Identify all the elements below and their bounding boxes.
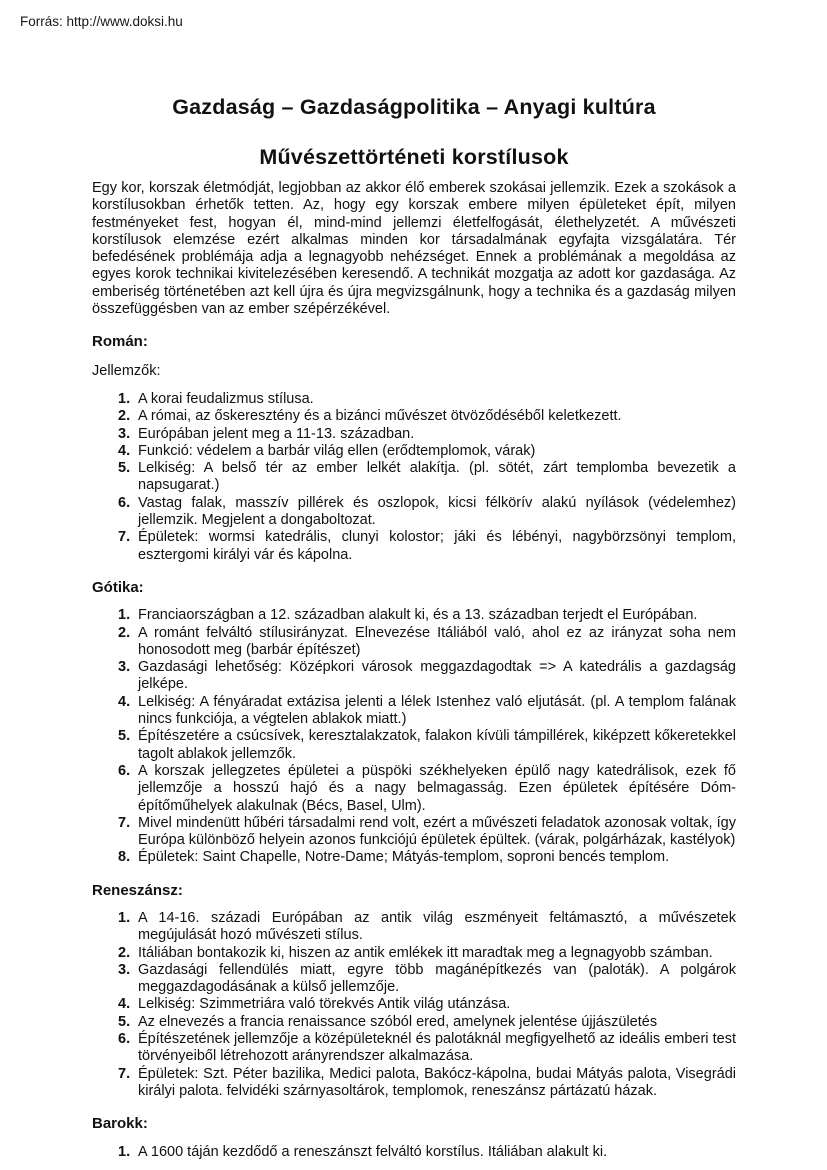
item-text: Gazdasági lehetőség: Középkori városok meggazdagodtak => A katedrális a gazdagság jelképe. — [138, 659, 736, 693]
list-item — [92, 1014, 736, 1031]
item-number: 7. — [118, 529, 131, 546]
item-text: Épületek: wormsi katedrális, clunyi kolostor; jáki és lébényi, nagybörzsönyi templom, esztergomi királyi vár és kápolna. — [138, 529, 736, 563]
section-heading-roman: Román: — [92, 333, 148, 351]
page-subtitle: Művészettörténeti korstílusok — [259, 145, 569, 169]
item-number: 3. — [118, 425, 131, 442]
item-text: A római, az őskeresztény és a bizánci művészet ötvöződéséből keletkezett. — [138, 408, 622, 425]
list-item — [92, 1144, 736, 1161]
section-subheading-jellemzok: Jellemzők: — [92, 362, 161, 379]
numbered-list-roman — [92, 391, 736, 564]
list-item — [92, 763, 736, 815]
list-item — [92, 1066, 736, 1101]
item-text: A 14-16. századi Európában az antik világ eszményeit feltámasztó, a művészetek megújulását hozó művészeti stílus. — [138, 909, 736, 944]
list-item — [92, 495, 736, 530]
list-item — [92, 962, 736, 997]
item-number: 7. — [118, 814, 131, 831]
item-number: 3. — [118, 961, 131, 978]
item-number: 2. — [118, 624, 131, 641]
numbered-list-reneszansz — [92, 910, 736, 1100]
intro-paragraph: Egy kor, korszak életmódját, legjobban az akkor élő emberek szokásai jellemzik. Ezek a szokások a korstílusokban érhetők tetten. Az, hogy egy korszak embere milyen épületeket épít, milyen festményeket fest, hogyan él, mind-mind jellemzi életfelfogását, élethelyzetét. A művészeti korstílusok elemzése ezért alkalmas minden kor társadalmának egyfajta vizsgálatára. Tér befedésének problémája adja a legnagyobb nehézséget. Ennek a problémának a megoldása az egyes korok technikai kivitelezésében keresendő. A technikát mozgatja az adott kor gazdasága. Az emberiség történetében azt kell újra és újra megvizsgálnunk, hogy a technika és a gazdaság milyen összefüggésben van az ember szépérzékével. — [92, 180, 736, 318]
item-number: 6. — [118, 1031, 131, 1048]
item-text: Lelkiség: A fényáradat extázisa jelenti a lélek Istenhez való eljutását. (pl. A templom falának nincs funkciója, a végtelen ablakok miatt.) — [138, 693, 736, 728]
item-text: Gazdasági fellendülés miatt, egyre több magánépítkezés van (paloták). A polgárok meggazdagodásának a külső jellemzője. — [138, 961, 736, 996]
item-text: Építészetének jellemzője a középületeknél és palotáknál megfigyelhető az ideális emberi test törvényeiből létrehozott arányrendszer alkalmazása. — [138, 1031, 736, 1065]
item-text: Lelkiség: A belső tér az ember lelkét alakítja. (pl. sötét, zárt templomba bevezetik a napsugarat.) — [138, 460, 736, 494]
document-content — [92, 30, 736, 1161]
item-text: A 1600 táján kezdődő a reneszánszt felváltó korstílus. Itáliában alakult ki. — [138, 1143, 608, 1160]
list-item — [92, 728, 736, 763]
item-text: Építészetére a csúcsívek, keresztalakzatok, falakon kívüli támpillérek, kiképzett kőkeretekkel tagolt ablakok jellemzők. — [138, 728, 736, 762]
item-text: Európában jelent meg a 11-13. században. — [138, 425, 415, 442]
item-number: 1. — [118, 607, 131, 624]
item-text: A korai feudalizmus stílusa. — [138, 390, 314, 407]
list-item — [92, 529, 736, 564]
list-item — [92, 460, 736, 495]
item-number: 1. — [118, 909, 131, 926]
list-item — [92, 659, 736, 694]
item-number: 7. — [118, 1065, 131, 1082]
section-heading-barokk: Barokk: — [92, 1115, 148, 1133]
item-text: Épületek: Szt. Péter bazilika, Medici palota, Bakócz-kápolna, budai Mátyás palota, Visegrádi királyi palota. felvidéki szárnyasoltárok, templomok, reneszánsz pártázatú házak. — [138, 1065, 736, 1099]
section-heading-gotika: Gótika: — [92, 578, 144, 596]
list-item — [92, 849, 736, 866]
item-text: Itáliában bontakozik ki, hiszen az antik emlékek itt maradtak meg a legnagyobb számban. — [138, 944, 713, 961]
item-text: Lelkiség: Szimmetriára való törekvés Antik világ utánzása. — [138, 996, 511, 1013]
item-number: 2. — [118, 408, 131, 425]
list-item — [92, 391, 736, 408]
item-number: 6. — [118, 494, 131, 511]
item-text: Funkció: védelem a barbár világ ellen (erődtemplomok, várak) — [138, 442, 536, 459]
item-text: Épületek: Saint Chapelle, Notre-Dame; Mátyás-templom, soproni bencés templom. — [138, 849, 670, 866]
item-number: 6. — [118, 762, 131, 779]
item-text: Franciaországban a 12. században alakult ki, és a 13. században terjedt el Európában. — [138, 607, 698, 624]
section-heading-reneszansz: Reneszánsz: — [92, 881, 183, 899]
item-text: Az elnevezés a francia renaissance szóból ered, amelynek jelentése újjászületés — [138, 1013, 658, 1030]
list-item — [92, 996, 736, 1013]
list-item — [92, 1031, 736, 1066]
list-item — [92, 408, 736, 425]
list-item — [92, 607, 736, 624]
item-text: A korszak jellegzetes épületei a püspöki székhelyeken épülő nagy katedrálisok, ezek fő jellemzője a hosszú hajó és a nagy belmagasság. Ezen épületek építésére Dóm-építőműhelyek alakulnak (Bécs, Basel, Ulm). — [138, 762, 736, 814]
item-number: 2. — [118, 944, 131, 961]
item-text: Mivel mindenütt hűbéri társadalmi rend volt, ezért a művészeti feladatok azonosak voltak, így Európa különböző helyein azonos funkciójú épületek épültek. (várak, polgárházak, kastélyok) — [138, 814, 736, 849]
list-item — [92, 625, 736, 660]
item-text: Vastag falak, masszív pillérek és oszlopok, kicsi félkörív alakú nyílások (védelemhez) jellemzik. Megjelent a dongaboltozat. — [138, 494, 736, 529]
source-url-line: Forrás: http://www.doksi.hu — [20, 14, 183, 29]
list-item — [92, 815, 736, 850]
item-number: 1. — [118, 390, 131, 407]
item-number: 1. — [118, 1143, 131, 1160]
item-text: A románt felváltó stílusirányzat. Elnevezése Itáliából való, ahol ez az irányzat soha nem honosodott meg (barbár építészet) — [138, 624, 736, 658]
page-title: Gazdaság – Gazdaságpolitika – Anyagi kultúra — [172, 95, 656, 119]
list-item — [92, 694, 736, 729]
list-item — [92, 426, 736, 443]
numbered-list-barokk — [92, 1144, 736, 1161]
list-item — [92, 945, 736, 962]
item-number: 4. — [118, 996, 131, 1013]
numbered-list-gotika — [92, 607, 736, 866]
list-item — [92, 910, 736, 945]
item-number: 5. — [118, 1013, 131, 1030]
list-item — [92, 443, 736, 460]
item-number: 5. — [118, 728, 131, 745]
item-number: 5. — [118, 460, 131, 477]
item-number: 4. — [118, 442, 131, 459]
item-number: 8. — [118, 849, 131, 866]
item-number: 3. — [118, 659, 131, 676]
item-number: 4. — [118, 693, 131, 710]
